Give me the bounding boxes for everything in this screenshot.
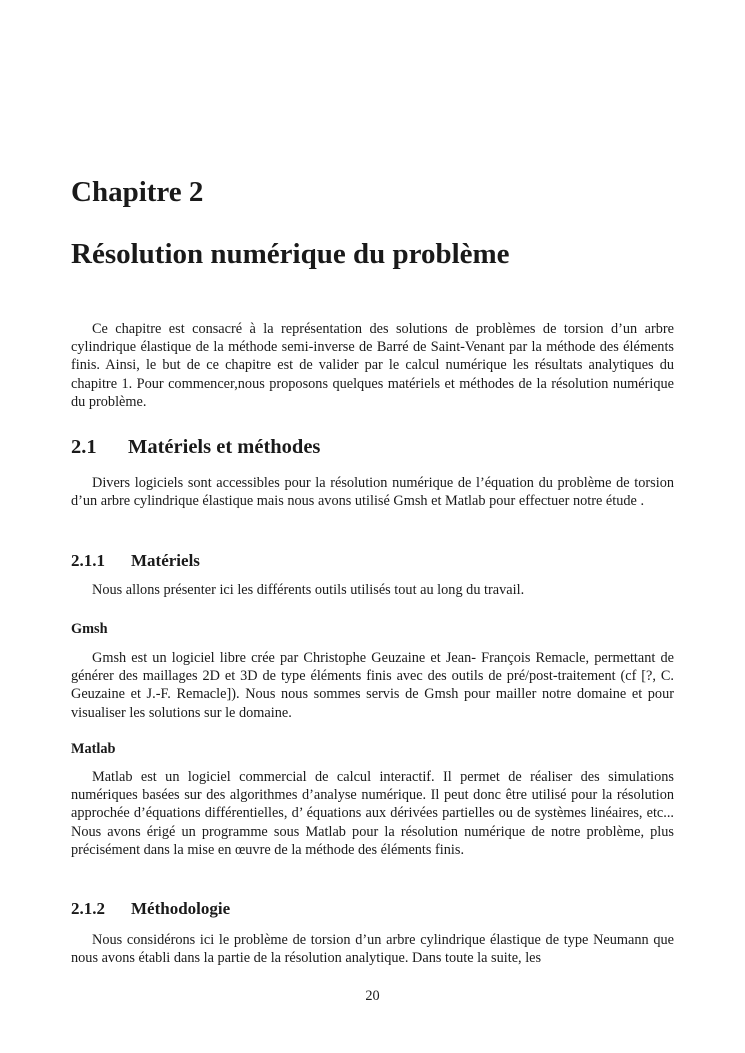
section-number: 2.1: [71, 436, 97, 458]
chapter-title: Résolution numérique du problème: [71, 238, 510, 270]
section-2-1-paragraph: Divers logiciels sont accessibles pour la résolution numérique de l’équation du problème de torsion d’un arbre cylindrique élastique mais nous avons utilisé Gmsh et Matlab pour effectuer notre étude .: [71, 475, 674, 510]
document-page: [71, 0, 674, 1053]
intro-paragraph: Ce chapitre est consacré à la représentation des solutions de problèmes de torsion d’un arbre cylindrique élastique de la méthode semi-inverse de Barré de Saint-Venant par la méthode des éléments finis. Ainsi, le but de ce chapitre est de valider par le calcul numérique les résultats analytiques du chapitre 1. Pour commencer,nous proposons quelques matériels et méthodes de la résolution numérique du problème.: [71, 321, 674, 410]
section-title: Méthodologie: [131, 899, 231, 918]
section-title: Matériels: [131, 551, 200, 570]
chapter-label: Chapitre 2: [71, 176, 204, 208]
section-number: 2.1.1: [71, 551, 105, 570]
section-heading-2-1: [71, 436, 320, 459]
section-title: Matériels et méthodes: [128, 436, 321, 458]
section-2-1-1-paragraph: Nous allons présenter ici les différents outils utilisés tout au long du travail.: [92, 582, 525, 598]
gmsh-paragraph: Gmsh est un logiciel libre crée par Christophe Geuzaine et Jean- François Remacle, permettant de générer des maillages 2D et 3D de type éléments finis avec des outils de pré/post-traitement (cf [?, C. Geuzaine et J.-F. Remacle]). Nous nous sommes servis de Gmsh pour mailler notre domaine et pour visualiser les solutions sur le domaine.: [71, 650, 674, 721]
subsection-heading-gmsh: Gmsh: [71, 621, 108, 637]
section-heading-2-1-2: [71, 899, 230, 919]
section-number: 2.1.2: [71, 899, 105, 918]
section-heading-2-1-1: [71, 551, 200, 571]
page-number: 20: [365, 988, 380, 1004]
subsection-heading-matlab: Matlab: [71, 741, 116, 757]
section-2-1-2-paragraph: Nous considérons ici le problème de torsion d’un arbre cylindrique élastique de type Neumann que nous avons établi dans la partie de la résolution analytique. Dans toute la suite, les: [71, 932, 674, 967]
matlab-paragraph: Matlab est un logiciel commercial de calcul interactif. Il permet de réaliser des simulations numériques basées sur des algorithmes d’analyse numérique. Il peut donc être utilisé pour la résolution approchée d’équations différentielles, d’ équations aux dérivées partielles ou de systèmes linéaires, etc... Nous avons érigé un programme sous Matlab pour la résolution numérique de notre problème, plus précisément dans la mise en œuvre de la méthode des éléments finis.: [71, 769, 674, 858]
